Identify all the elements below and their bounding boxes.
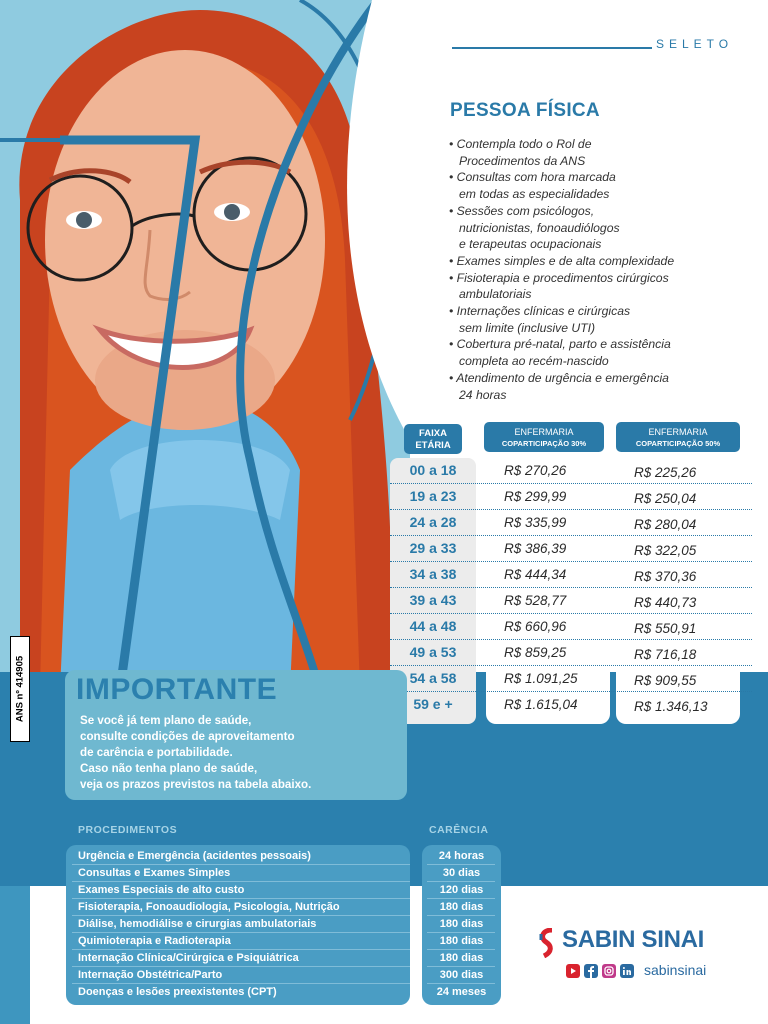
age-range: 00 a 18	[409, 462, 457, 478]
age-range: 44 a 48	[409, 618, 457, 634]
photo-illustration	[0, 0, 410, 690]
price-50: R$ 1.346,13	[634, 699, 708, 714]
benefit-item: • Sessões com psicólogos, nutricionistas, fonoaudiólogos e terapeutas ocupacionais	[449, 203, 620, 252]
carencia-period: 24 meses	[436, 986, 487, 998]
price-30: R$ 270,26	[504, 463, 567, 478]
price-30: R$ 299,99	[504, 489, 567, 504]
price-30: R$ 444,34	[504, 567, 567, 582]
price-50: R$ 716,18	[634, 647, 697, 662]
youtube-icon[interactable]	[566, 964, 580, 978]
instagram-icon[interactable]	[602, 964, 616, 978]
age-range: 49 a 53	[409, 644, 457, 660]
price-50: R$ 550,91	[634, 621, 697, 636]
age-range-header: FAIXA ETÁRIA	[404, 424, 462, 454]
price-30: R$ 528,77	[504, 593, 567, 608]
woman-photo	[0, 0, 410, 690]
procedure-name: Urgência e Emergência (acidentes pessoais)	[78, 850, 311, 862]
procedure-name: Fisioterapia, Fonoaudiologia, Psicologia, Nutrição	[78, 901, 340, 913]
price-row	[390, 640, 752, 666]
age-range: 39 a 43	[409, 592, 457, 608]
benefit-item: • Exames simples e de alta complexidade	[449, 253, 675, 268]
benefit-item: • Internações clínicas e cirúrgicas sem limite (inclusive UTI)	[449, 304, 631, 335]
carencia-period: 120 dias	[439, 884, 484, 896]
carencia-row	[66, 865, 501, 882]
carencia-row	[66, 967, 501, 984]
carencia-period: 180 dias	[439, 901, 484, 913]
price-50: R$ 440,73	[634, 595, 697, 610]
brand-line: SELETO	[656, 37, 734, 51]
carencia-period: 30 dias	[442, 867, 481, 879]
price-50: R$ 909,55	[634, 673, 697, 688]
carencia-period: 180 dias	[439, 952, 484, 964]
price-row	[390, 562, 752, 588]
procedure-name: Quimioterapia e Radioterapia	[78, 935, 231, 947]
carencia-period: 24 horas	[438, 850, 485, 862]
benefits-list	[449, 136, 759, 403]
social-handle[interactable]: sabinsinai	[644, 962, 707, 978]
price-50: R$ 370,36	[634, 569, 697, 584]
carencia-row	[66, 933, 501, 950]
important-title: IMPORTANTE	[76, 673, 278, 706]
page-title: PESSOA FÍSICA	[450, 100, 600, 121]
carencia-period: 180 dias	[439, 935, 484, 947]
price-30: R$ 335,99	[504, 515, 567, 530]
copay-50-header: ENFERMARIA COPARTICIPAÇÃO 50%	[616, 422, 740, 452]
benefit-item: • Contempla todo o Rol de Procedimentos da ANS	[449, 137, 592, 168]
price-row	[390, 536, 752, 562]
price-row	[390, 510, 752, 536]
linkedin-icon[interactable]	[620, 964, 634, 978]
benefit-item: • Fisioterapia e procedimentos cirúrgicos ambulatoriais	[449, 270, 669, 302]
logo-wordmark: SABIN SINAI	[562, 926, 705, 953]
price-50: R$ 225,26	[634, 465, 697, 480]
carencia-row	[66, 899, 501, 916]
carencia-period: 300 dias	[439, 969, 484, 981]
benefit-item: • Consultas com hora marcada em todas as especialidades	[449, 170, 616, 202]
carencia-row	[66, 950, 501, 967]
price-50: R$ 280,04	[634, 517, 697, 532]
price-30: R$ 660,96	[504, 619, 567, 634]
price-row	[390, 484, 752, 510]
price-50: R$ 322,05	[634, 543, 697, 558]
price-row	[390, 588, 752, 614]
price-row	[390, 614, 752, 640]
age-range: 19 a 23	[409, 488, 457, 504]
procedure-name: Doenças e lesões preexistentes (CPT)	[78, 986, 277, 998]
procedure-name: Internação Obstétrica/Parto	[78, 969, 223, 981]
age-range: 29 a 33	[409, 540, 457, 556]
benefit-item: • Atendimento de urgência e emergência 24 horas	[449, 370, 669, 402]
price-30: R$ 1.615,04	[504, 697, 578, 712]
carencia-period: 180 dias	[439, 918, 484, 930]
age-range: 34 a 38	[409, 566, 457, 582]
age-range: 54 a 58	[409, 670, 457, 686]
ans-registration-badge: ANS nº 414905	[10, 636, 30, 742]
logo-mark-icon	[538, 928, 558, 958]
procedure-name: Diálise, hemodiálise e cirurgias ambulatoriais	[78, 918, 317, 930]
age-range: 24 a 28	[409, 514, 457, 530]
photo-fragment	[0, 886, 30, 1024]
procedure-name: Exames Especiais de alto custo	[78, 884, 245, 896]
carencia-header: CARÊNCIA	[429, 824, 489, 836]
procedure-name: Consultas e Exames Simples	[78, 867, 231, 879]
price-30: R$ 859,25	[504, 645, 567, 660]
age-range: 59 e +	[413, 696, 453, 712]
copay-30-header: ENFERMARIA COPARTICIPAÇÃO 30%	[484, 422, 604, 452]
procedure-name: Internação Clínica/Cirúrgica e Psiquiátrica	[78, 952, 299, 964]
price-row	[390, 666, 752, 692]
carencia-row	[66, 916, 501, 933]
carencia-row	[66, 848, 501, 865]
price-30: R$ 386,39	[504, 541, 567, 556]
brand-rule	[452, 47, 652, 49]
facebook-icon[interactable]	[584, 964, 598, 978]
price-row	[390, 458, 752, 484]
price-row	[390, 692, 752, 718]
price-50: R$ 250,04	[634, 491, 697, 506]
procedures-header: PROCEDIMENTOS	[78, 824, 178, 836]
important-text: Se você já tem plano de saúde, consulte condições de aproveitamento de carência e portabilidade. Caso não tenha plano de saúde, veja os prazos previstos na tabela abaixo.	[80, 714, 312, 791]
carencia-row	[66, 882, 501, 899]
price-30: R$ 1.091,25	[504, 671, 578, 686]
carencia-row	[66, 984, 501, 1001]
benefit-item: • Cobertura pré-natal, parto e assistência completa ao recém-nascido	[449, 337, 671, 369]
